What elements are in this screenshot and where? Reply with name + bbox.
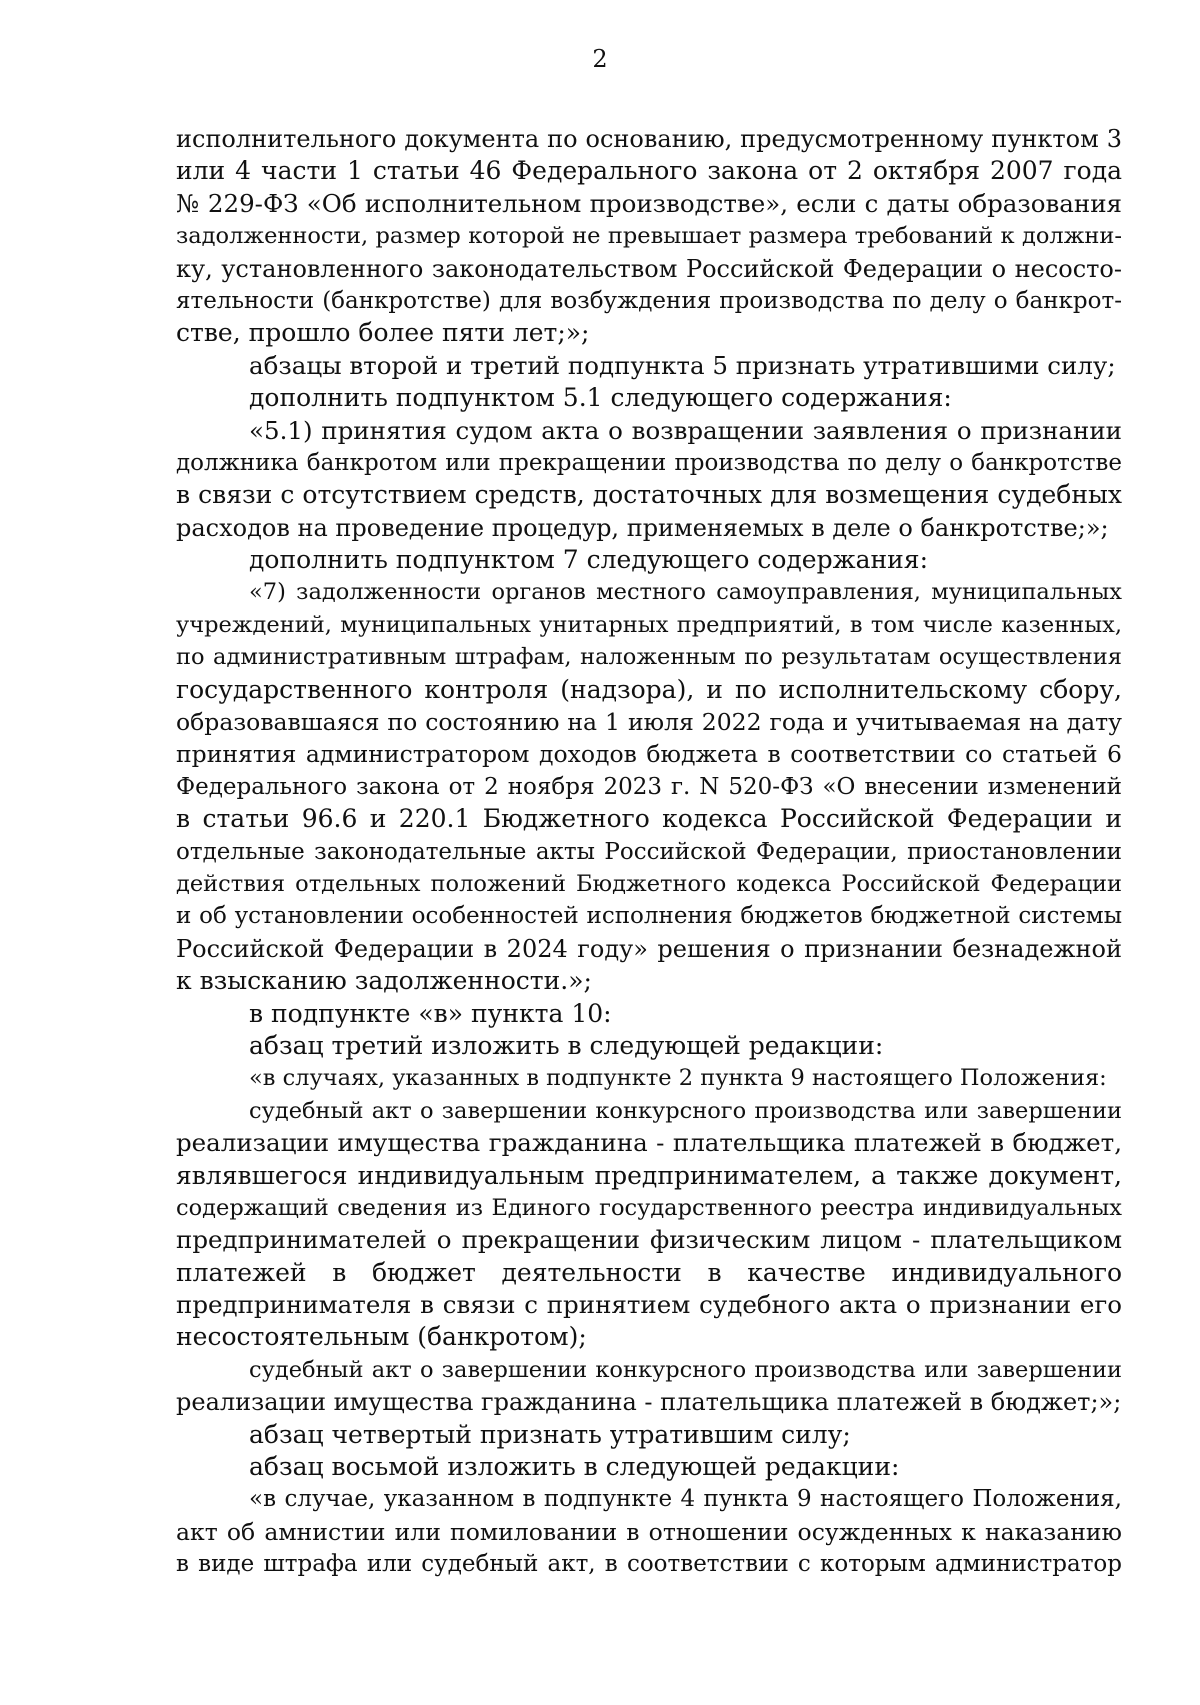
text-line: действия отдельных положений Бюджетного кодекса Российской Федерации [176,870,1122,897]
text-line: к взысканию задолженности.»; [176,966,592,996]
text-line: реализации имущества гражданина - плательщика платежей в бюджет, [176,1128,1122,1158]
text-line: в подпункте «в» пункта 10: [249,998,612,1028]
text-line: дополнить подпунктом 5.1 следующего содержания: [249,383,952,413]
text-line: реализации имущества гражданина - плательщика платежей в бюджет;»; [176,1388,1122,1417]
text-line: «в случае, указанном в подпункте 4 пункта 9 настоящего Положения, [249,1486,1122,1513]
document-body [176,123,1122,1581]
text-line: в связи с отсутствием средств, достаточных для возмещения судебных [176,480,1122,510]
text-line: в статьи 96.6 и 220.1 Бюджетного кодекса Российской Федерации и [176,804,1122,834]
text-line: акт об амнистии или помиловании в отношении осужденных к наказанию [176,1517,1122,1546]
text-line: абзац третий изложить в следующей редакции: [249,1030,884,1060]
text-line: «в случаях, указанных в подпункте 2 пункта 9 настоящего Положения: [249,1065,1107,1092]
text-line: «5.1) принятия судом акта о возвращении заявления о признании [249,415,1122,445]
text-line: Российской Федерации в 2024 году» решения о признании безнадежной [176,934,1122,963]
text-line: принятия администратором доходов бюджета в соответствии со статьей 6 [176,740,1122,769]
text-line: судебный акт о завершении конкурсного производства или завершении [249,1097,1122,1124]
text-line: абзац восьмой изложить в следующей редакции: [249,1452,900,1482]
text-line: государственного контроля (надзора), и по исполнительскому сбору, [176,674,1122,704]
text-line: в виде штрафа или судебный акт, в соответствии с которым администратор [176,1551,1122,1578]
text-line: и об установлении особенностей исполнения бюджетов бюджетной системы [176,903,1122,930]
text-line: исполнительного документа по основанию, предусмотренному пунктом 3 [176,125,1122,153]
text-line: стве, прошло более пяти лет;»; [176,318,590,348]
text-line: дополнить подпунктом 7 следующего содержания: [249,545,928,575]
text-line: задолженности, размер которой не превышает размера требований к должни- [176,223,1122,250]
text-line: отдельные законодательные акты Российской Федерации, приостановлении [176,838,1122,865]
text-line: учреждений, муниципальных унитарных предприятий, в том числе казенных, [176,611,1122,638]
text-line: по административным штрафам, наложенным по результатам осуществления [176,644,1122,671]
text-line: содержащий сведения из Единого государственного реестра индивидуальных [176,1194,1122,1221]
text-line: абзацы второй и третий подпункта 5 признать утратившими силу; [249,350,1116,380]
text-line: расходов на проведение процедур, применяемых в деле о банкротстве;»; [176,513,1109,542]
text-line: несостоятельным (банкротом); [176,1322,587,1352]
text-line: предпринимателей о прекращении физическим лицом - плательщиком [176,1225,1122,1255]
text-line: ку, установленного законодательством Российской Федерации о несосто- [176,254,1122,283]
text-line: образовавшаяся по состоянию на 1 июля 2022 года и учитываемая на дату [176,708,1122,737]
text-line: судебный акт о завершении конкурсного производства или завершении [249,1356,1122,1383]
text-line: платежей в бюджет деятельности в качестве индивидуального [176,1257,1122,1287]
text-line: Федерального закона от 2 ноября 2023 г. N 520-ФЗ «О внесении изменений [176,773,1122,800]
text-line: ятельности (банкротстве) для возбуждения производства по делу о банкрот- [176,287,1122,314]
text-line: предпринимателя в связи с принятием судебного акта о признании его [176,1290,1122,1320]
text-line: являвшегося индивидуальным предпринимателем, а также документ, [176,1160,1122,1190]
page-number: 2 [592,45,608,73]
text-line: «7) задолженности органов местного самоуправления, муниципальных [249,579,1122,606]
text-line: № 229-ФЗ «Об исполнительном производстве», если с даты образования [176,188,1122,218]
text-line: или 4 части 1 статьи 46 Федерального закона от 2 октября 2007 года [176,156,1122,186]
text-line: должника банкротом или прекращении производства по делу о банкротстве [176,449,1122,476]
text-line: абзац четвертый признать утратившим силу; [249,1419,851,1449]
